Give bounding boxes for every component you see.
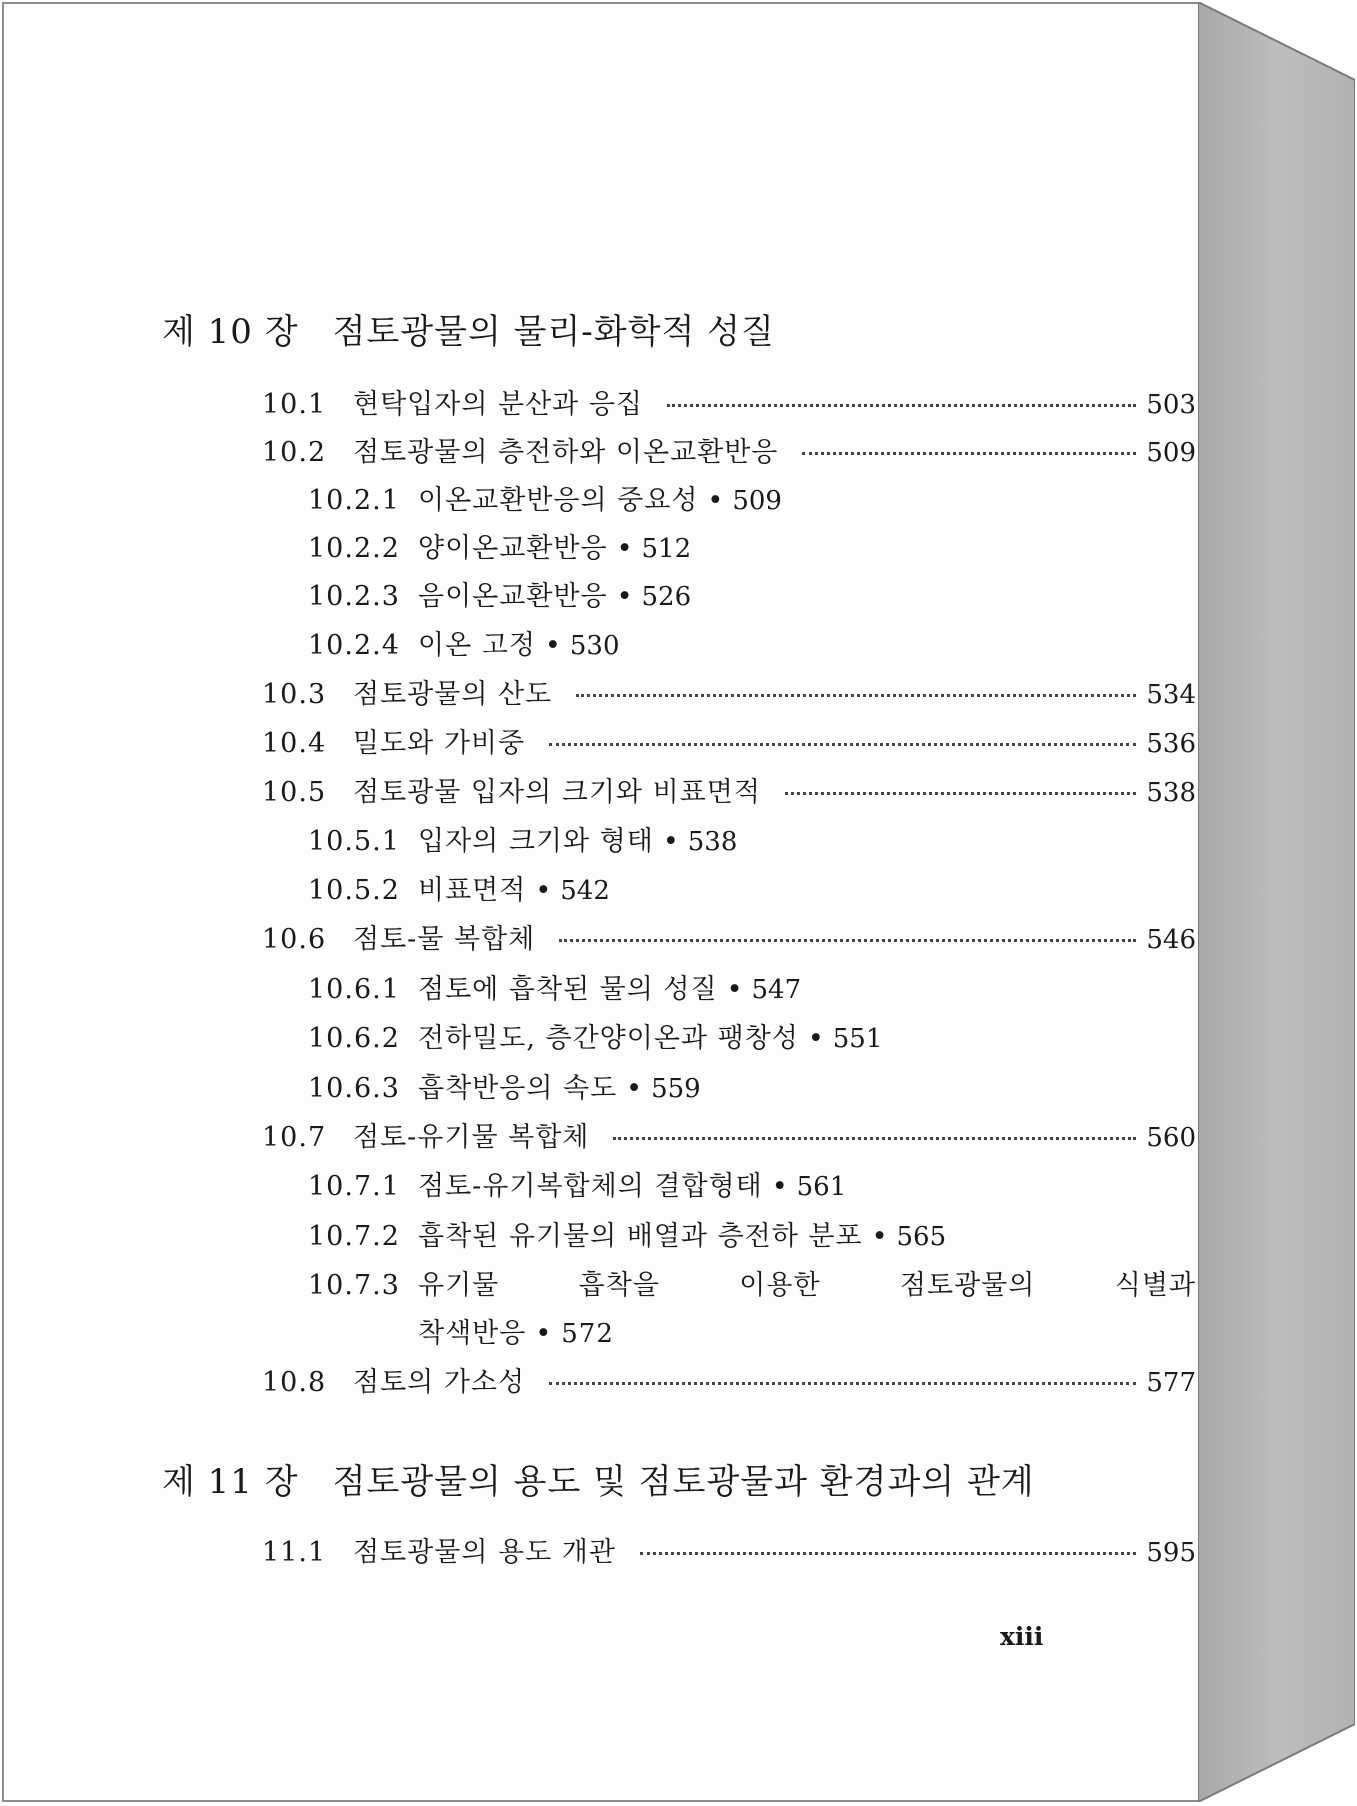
- toc-entry[interactable]: [262, 721, 1196, 760]
- section-number: 11.1: [262, 1537, 327, 1568]
- bullet-separator: •: [807, 1023, 824, 1054]
- subsection-number: 10.7.1: [308, 1171, 400, 1202]
- page-number: 551: [832, 1024, 883, 1054]
- toc-subentry[interactable]: [308, 623, 1196, 662]
- subsection-number: 10.2.2: [308, 533, 400, 564]
- dot-leader: [549, 1382, 1136, 1385]
- bullet-separator: •: [626, 1073, 643, 1104]
- page-number: 565: [896, 1222, 947, 1252]
- subsection-number: 10.2.4: [308, 630, 400, 661]
- bullet-separator: •: [535, 1318, 553, 1349]
- title-word: 점토광물의: [899, 1270, 1036, 1301]
- section-number: 10.5: [262, 777, 327, 808]
- subsection-number: 10.5.1: [308, 826, 400, 857]
- subsection-title: 흡착반응의 속도: [418, 1073, 618, 1104]
- subsection-title: 흡착된 유기물의 배열과 층전하 분포: [418, 1221, 863, 1252]
- subsection-number: 10.2.1: [308, 485, 400, 516]
- section-title: 점토-물 복합체: [353, 924, 536, 955]
- subsection-number: 10.2.3: [308, 581, 400, 612]
- section-title: 점토광물의 용도 개관: [353, 1537, 616, 1568]
- bullet-separator: •: [544, 630, 561, 661]
- chapter-label: 제 11 장: [162, 1462, 299, 1502]
- dot-leader: [785, 792, 1136, 795]
- page-number: 547: [751, 975, 802, 1005]
- toc-subentry[interactable]: [308, 1016, 1196, 1055]
- bullet-separator: •: [707, 485, 724, 516]
- dot-leader: [802, 452, 1136, 455]
- toc-entry[interactable]: [262, 672, 1196, 711]
- section-number: 10.2: [262, 437, 327, 468]
- subsection-title-continued: 착색반응: [418, 1318, 527, 1349]
- subsection-title: 점토-유기복합체의 결합형태: [418, 1171, 763, 1202]
- toc-subentry[interactable]: [308, 478, 1196, 517]
- page-number: 577: [1146, 1368, 1196, 1398]
- subsection-title: 비표면적: [418, 875, 527, 906]
- section-title: 점토광물 입자의 크기와 비표면적: [353, 777, 761, 808]
- subsection-title: 이온교환반응의 중요성: [418, 485, 699, 516]
- subsection-title: [418, 1263, 1196, 1302]
- chapter-label: 제 10 장: [162, 312, 299, 352]
- section-title: 현탁입자의 분산과 응집: [353, 389, 643, 420]
- dot-leader: [576, 694, 1136, 697]
- subsection-title: 전하밀도, 층간양이온과 팽창성: [418, 1023, 799, 1054]
- chapter-title: 점토광물의 물리-화학적 성질: [332, 312, 775, 352]
- bullet-separator: •: [662, 826, 679, 857]
- toc-subentry[interactable]: [308, 1164, 1196, 1203]
- chapter-heading: [162, 1454, 1035, 1503]
- page-number: 530: [569, 631, 620, 661]
- dot-leader: [549, 743, 1136, 746]
- subsection-title: 음이온교환반응: [418, 581, 608, 612]
- subsection-title: 이온 고정: [418, 630, 536, 661]
- bullet-separator: •: [616, 581, 633, 612]
- dot-leader: [559, 939, 1136, 942]
- toc-subentry[interactable]: [308, 1214, 1196, 1253]
- section-title: 점토-유기물 복합체: [353, 1122, 590, 1153]
- page-number: 538: [687, 827, 738, 857]
- page-number: 572: [561, 1319, 614, 1349]
- dot-leader: [640, 1552, 1136, 1555]
- section-number: 10.6: [262, 924, 327, 955]
- toc-subentry[interactable]: [308, 574, 1196, 613]
- subsection-number: 10.7.3: [308, 1270, 400, 1301]
- chapter-heading: [162, 304, 775, 353]
- toc-entry[interactable]: [262, 1360, 1196, 1399]
- book-side-edge: [1198, 2, 1355, 1802]
- subsection-number: 10.6.2: [308, 1023, 400, 1054]
- page-number: 559: [651, 1074, 701, 1104]
- page-number: 534: [1146, 680, 1196, 710]
- page-number: 561: [796, 1172, 847, 1202]
- toc-entry[interactable]: [262, 430, 1196, 469]
- title-word: 흡착을: [578, 1270, 660, 1301]
- section-title: 점토광물의 산도: [353, 679, 553, 710]
- subsection-title: 양이온교환반응: [418, 533, 608, 564]
- page-number: 538: [1146, 778, 1196, 808]
- section-number: 10.1: [262, 389, 327, 420]
- page-number: 509: [732, 486, 782, 516]
- dot-leader: [667, 404, 1136, 407]
- toc-entry[interactable]: [262, 1530, 1196, 1569]
- folio-page-number: xiii: [1000, 1622, 1044, 1651]
- section-number: 10.8: [262, 1367, 327, 1398]
- subsection-number: 10.6.3: [308, 1073, 400, 1104]
- toc-entry[interactable]: [262, 382, 1196, 421]
- subsection-number: 10.5.2: [308, 875, 400, 906]
- bullet-separator: •: [616, 533, 633, 564]
- title-word: 유기물: [418, 1270, 500, 1301]
- page-number: 526: [641, 582, 692, 612]
- toc-subentry[interactable]: [308, 819, 1196, 858]
- section-title: 밀도와 가비중: [353, 728, 526, 759]
- subsection-number: 10.6.1: [308, 974, 400, 1005]
- title-word: 이용한: [739, 1270, 821, 1301]
- bullet-separator: •: [726, 974, 743, 1005]
- page-number: 595: [1146, 1538, 1196, 1568]
- toc-subentry[interactable]: [308, 967, 1196, 1006]
- bullet-separator: •: [871, 1221, 888, 1252]
- subsection-title: 입자의 크기와 형태: [418, 826, 654, 857]
- toc-subentry-continuation[interactable]: [418, 1311, 614, 1350]
- page-number: 546: [1146, 925, 1196, 955]
- page-number: 512: [641, 534, 692, 564]
- toc-subentry[interactable]: [308, 1066, 1196, 1105]
- section-number: 10.3: [262, 679, 327, 710]
- page-number: 509: [1146, 438, 1196, 468]
- section-title: 점토의 가소성: [353, 1367, 526, 1398]
- subsection-number: 10.7.2: [308, 1221, 400, 1252]
- toc-subentry[interactable]: [308, 868, 1196, 907]
- toc-subentry[interactable]: [308, 1263, 1196, 1302]
- subsection-title: 점토에 흡착된 물의 성질: [418, 974, 718, 1005]
- bullet-separator: •: [535, 875, 552, 906]
- dot-leader: [613, 1137, 1136, 1140]
- section-title: 점토광물의 층전하와 이온교환반응: [353, 437, 779, 468]
- toc-subentry[interactable]: [308, 526, 1196, 565]
- bullet-separator: •: [771, 1171, 788, 1202]
- chapter-title: 점토광물의 용도 및 점토광물과 환경과의 관계: [332, 1462, 1035, 1502]
- section-number: 10.4: [262, 728, 327, 759]
- page-number: 503: [1146, 390, 1196, 420]
- title-word: 식별과: [1114, 1270, 1196, 1301]
- section-number: 10.7: [262, 1122, 327, 1153]
- page-number: 560: [1146, 1123, 1196, 1153]
- toc-entry[interactable]: [262, 770, 1196, 809]
- page-number: 542: [560, 876, 610, 906]
- toc-entry[interactable]: [262, 1115, 1196, 1154]
- page-number: 536: [1146, 729, 1196, 759]
- toc-entry[interactable]: [262, 917, 1196, 956]
